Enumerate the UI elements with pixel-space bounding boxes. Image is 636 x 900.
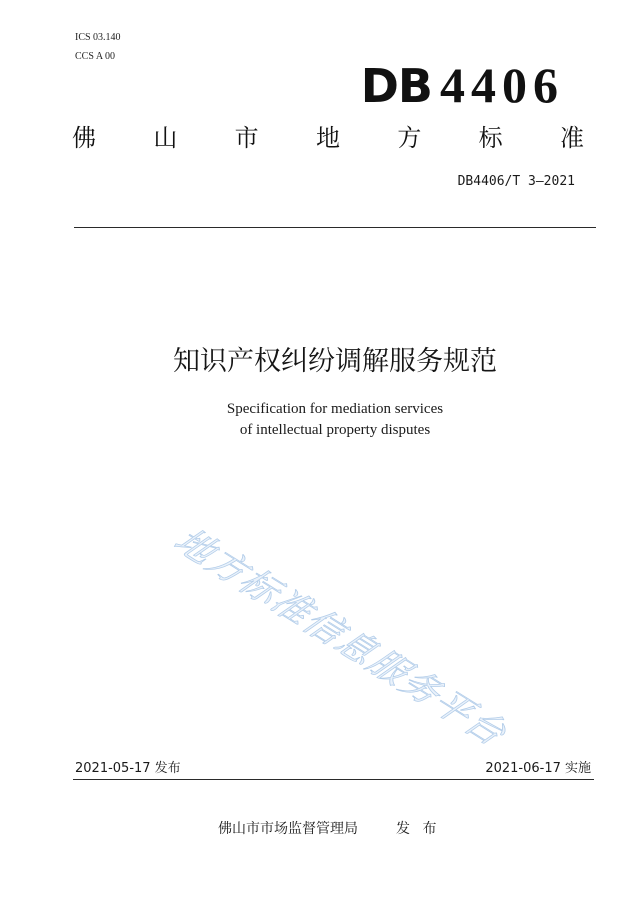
code-number: 4406 bbox=[440, 57, 564, 113]
watermark-text: 地方标准信息服务平台 bbox=[165, 521, 516, 754]
title-en bbox=[74, 399, 596, 441]
header-divider bbox=[74, 227, 596, 228]
issuer-name: 佛山市市场监督管理局 bbox=[218, 821, 358, 837]
standard-code-logo bbox=[360, 57, 564, 113]
implement-date: 2021-06-17 实施 bbox=[485, 761, 591, 776]
code-prefix: DB bbox=[360, 59, 432, 113]
standard-number: DB4406/T 3—2021 bbox=[457, 174, 575, 189]
title-en-line2: of intellectual property disputes bbox=[239, 422, 431, 438]
ics-code: ICS 03.140 bbox=[75, 32, 121, 43]
title-en-line1: Specification for mediation services bbox=[226, 401, 444, 417]
issue-action: 发 布 bbox=[396, 821, 437, 837]
title-zh: 知识产权纠纷调解服务规范 bbox=[173, 346, 497, 377]
standard-type-label: 佛 山 市 地 方 标 准 bbox=[72, 124, 584, 152]
dates-divider bbox=[73, 779, 594, 780]
ccs-code: CCS A 00 bbox=[75, 51, 116, 62]
issue-date: 2021-05-17 发布 bbox=[75, 761, 181, 776]
